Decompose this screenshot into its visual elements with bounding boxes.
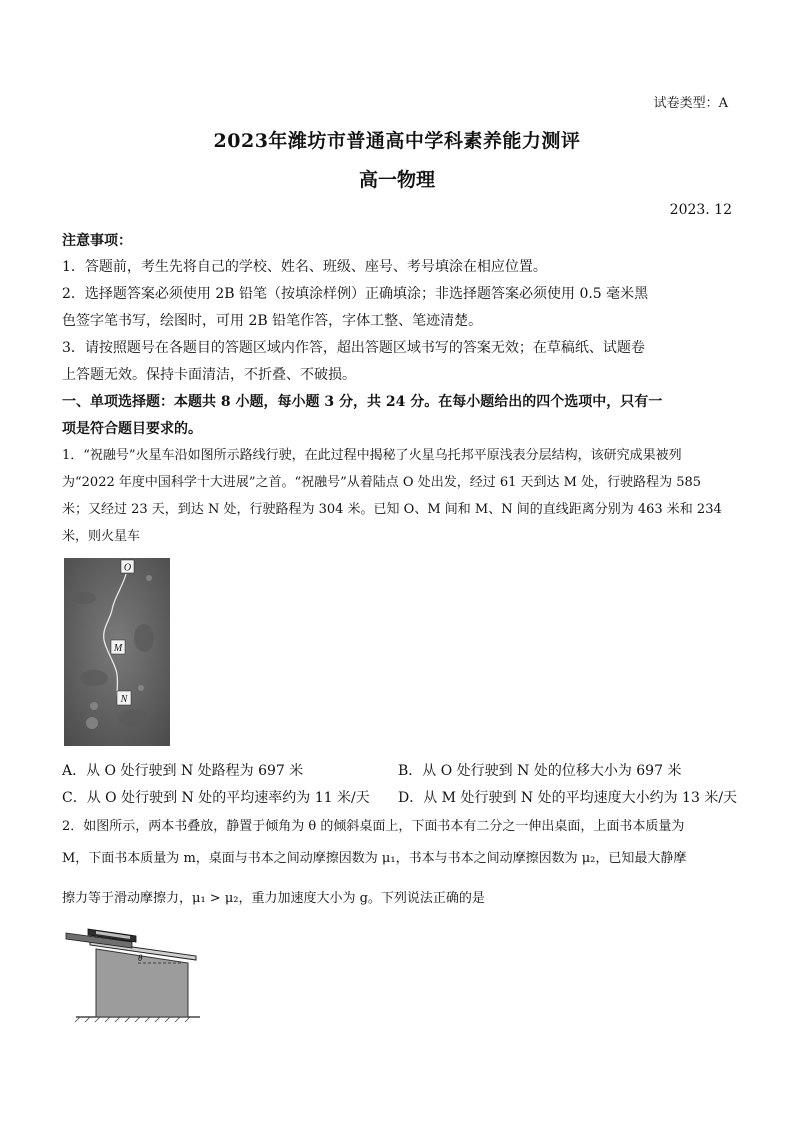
section-heading-line-1: 一、单项选择题：本题共 8 小题，每小题 3 分，共 24 分。在每小题给出的四个选项中，只有一: [62, 394, 663, 410]
option-b: B．从 O 处行驶到 N 处的位移大小为 697 米: [398, 763, 682, 779]
option-a: A．从 O 处行驶到 N 处路程为 697 米: [62, 763, 304, 779]
question-1-line-1: 1．“祝融号”火星车沿如图所示路线行驶，在此过程中揭秘了火星乌托邦平原浅表分层结构，该研究成果被列: [62, 448, 682, 463]
notice-item-3-line-2: 上答题无效。保持卡面清洁，不折叠、不破损。: [62, 367, 356, 383]
mars-route-image: [64, 558, 170, 746]
notice-item-3-line-1: 3．请按照题号在各题目的答题区域内作答，超出答题区域书写的答案无效；在草稿纸、试题卷: [62, 340, 645, 356]
angle-label: θ: [138, 953, 143, 963]
mars-route-figure: [64, 558, 170, 746]
question-1-line-2: 为“2022 年度中国科学十大进展”之首。“祝融号”从着陆点 O 处出发，经过 61 天到达 M 处，行驶路程为 585: [62, 475, 702, 490]
question-2-line-1: 2．如图所示，两本书叠放，静置于倾角为 θ 的倾斜桌面上，下面书本有二分之一伸出桌面，上面书本质量为: [62, 819, 685, 834]
exam-type: 试卷类型：A: [653, 96, 728, 111]
question-2-line-3: 擦力等于滑动摩擦力，μ₁ > μ₂，重力加速度大小为 g。下列说法正确的是: [62, 891, 485, 906]
question-1-line-3: 米；又经过 23 天，到达 N 处，行驶路程为 304 米。已知 O、M 间和 M、N 间的直线距离分别为 463 米和 234: [62, 502, 722, 517]
question-2-line-2: M，下面书本质量为 m，桌面与书本之间动摩擦因数为 μ₁，书本与书本之间动摩擦因数为 μ₂，已知最大静摩: [62, 851, 687, 866]
books-incline-image: [62, 925, 202, 1023]
books-incline-figure: [62, 925, 202, 1023]
notice-item-2-line-1: 2．选择题答案必须使用 2B 铅笔（按填涂样例）正确填涂；非选择题答案必须使用 0.5 毫米黑: [62, 286, 649, 302]
question-1-line-4: 米，则火星车: [62, 529, 141, 544]
route-label-m: M: [113, 643, 123, 654]
option-c: C．从 O 处行驶到 N 处的平均速率约为 11 米/天: [62, 790, 370, 806]
exam-subtitle: 高一物理: [358, 169, 435, 191]
notice-item-2-line-2: 色签字笔书写，绘图时，可用 2B 铅笔作答，字体工整、笔迹清楚。: [62, 313, 483, 329]
notice-heading: 注意事项：: [62, 233, 132, 249]
exam-title: 2023年潍坊市普通高中学科素养能力测评: [213, 130, 581, 152]
exam-date: 2023. 12: [669, 202, 732, 218]
notice-item-1: 1．答题前，考生先将自己的学校、姓名、班级、座号、考号填涂在相应位置。: [62, 259, 547, 275]
route-label-o: O: [123, 562, 132, 574]
section-heading-line-2: 项是符合题目要求的。: [62, 421, 202, 437]
route-label-n: N: [120, 694, 128, 705]
option-d: D．从 M 处行驶到 N 处的平均速度大小约为 13 米/天: [398, 790, 738, 806]
